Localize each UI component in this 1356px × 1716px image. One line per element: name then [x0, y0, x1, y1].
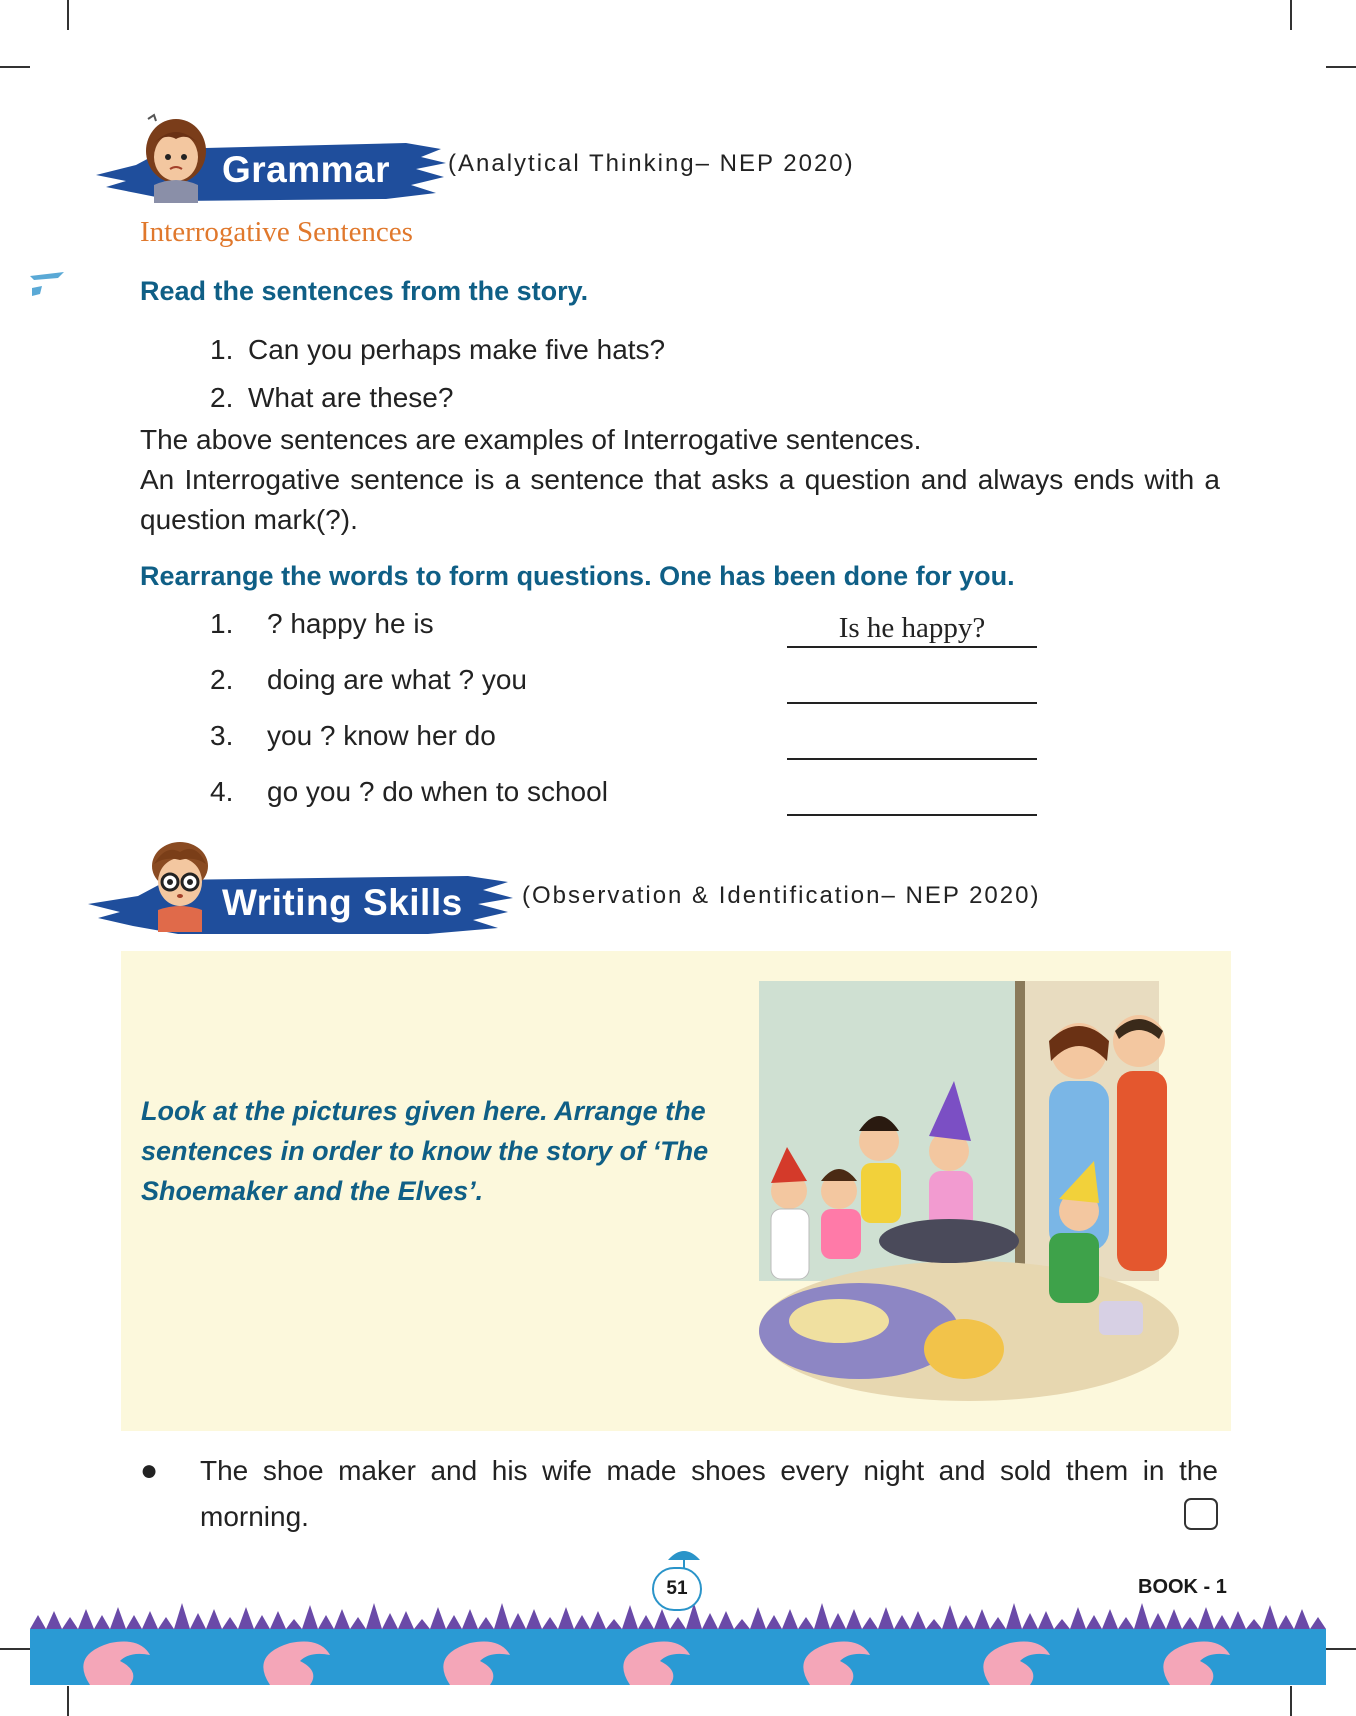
answer-line[interactable]: [787, 780, 1037, 816]
example-sentence: Can you perhaps make five hats?: [248, 334, 666, 365]
crop-mark: [67, 1686, 69, 1716]
question-row: [210, 664, 1040, 704]
instruction-rearrange: Rearrange the words to form questions. One has been done for you.: [140, 561, 1015, 591]
answer-line[interactable]: Is he happy?: [787, 612, 1037, 648]
crop-mark: [1290, 0, 1292, 30]
story-box: [121, 951, 1231, 1431]
question-row: [210, 776, 1040, 816]
example-number: 1.: [210, 334, 234, 365]
subheading: Interrogative Sentences: [140, 216, 413, 248]
example-sentence: What are these?: [248, 382, 454, 413]
bullet-icon: ●: [140, 1454, 159, 1487]
jumbled-words: doing are what ? you: [267, 664, 527, 695]
paragraph: An Interrogative sentence is a sentence that asks a question and always ends with a question mark(?).: [140, 464, 1220, 535]
writing-banner: [88, 868, 518, 938]
crop-mark: [0, 1648, 30, 1650]
question-number: 2.: [210, 664, 234, 695]
margin-decoration: [28, 268, 68, 308]
jumbled-words: go you ? do when to school: [267, 776, 608, 807]
crop-mark: [0, 66, 30, 68]
question-number: 4.: [210, 776, 234, 807]
instruction-read: Read the sentences from the story.: [140, 276, 589, 306]
boy-avatar-icon: [140, 836, 220, 932]
writing-title: Writing Skills: [222, 882, 463, 923]
page-number: 51: [652, 1567, 702, 1611]
paragraph: The above sentences are examples of Interrogative sentences.: [140, 424, 922, 455]
question-number: 3.: [210, 720, 234, 751]
jumbled-words: ? happy he is: [267, 608, 434, 639]
girl-avatar-icon: [136, 113, 216, 203]
question-number: 1.: [210, 608, 234, 639]
question-row: [210, 720, 1040, 760]
question-row: [210, 608, 1040, 648]
writing-note: (Observation & Identification– NEP 2020): [522, 882, 1041, 909]
crop-mark: [1290, 1686, 1292, 1716]
grammar-banner: [96, 135, 456, 205]
answer-line[interactable]: [787, 724, 1037, 760]
answer-line[interactable]: [787, 668, 1037, 704]
story-instruction: Look at the pictures given here. Arrange the sentences in order to know the story of ‘The Shoemaker and the Elves’.: [141, 1096, 709, 1206]
crop-mark: [67, 0, 69, 30]
crop-mark: [1326, 1648, 1356, 1650]
jumbled-words: you ? know her do: [267, 720, 496, 751]
example-number: 2.: [210, 382, 234, 413]
sentence-text: The shoe maker and his wife made shoes every night and sold them in the morning.: [200, 1455, 1218, 1532]
order-checkbox[interactable]: [1184, 1498, 1218, 1530]
grammar-note: (Analytical Thinking– NEP 2020): [448, 150, 855, 177]
book-label: BOOK - 1: [1138, 1576, 1227, 1598]
shoemaker-elves-illustration: [749, 971, 1189, 1411]
grammar-title: Grammar: [222, 149, 391, 190]
crop-mark: [1326, 66, 1356, 68]
